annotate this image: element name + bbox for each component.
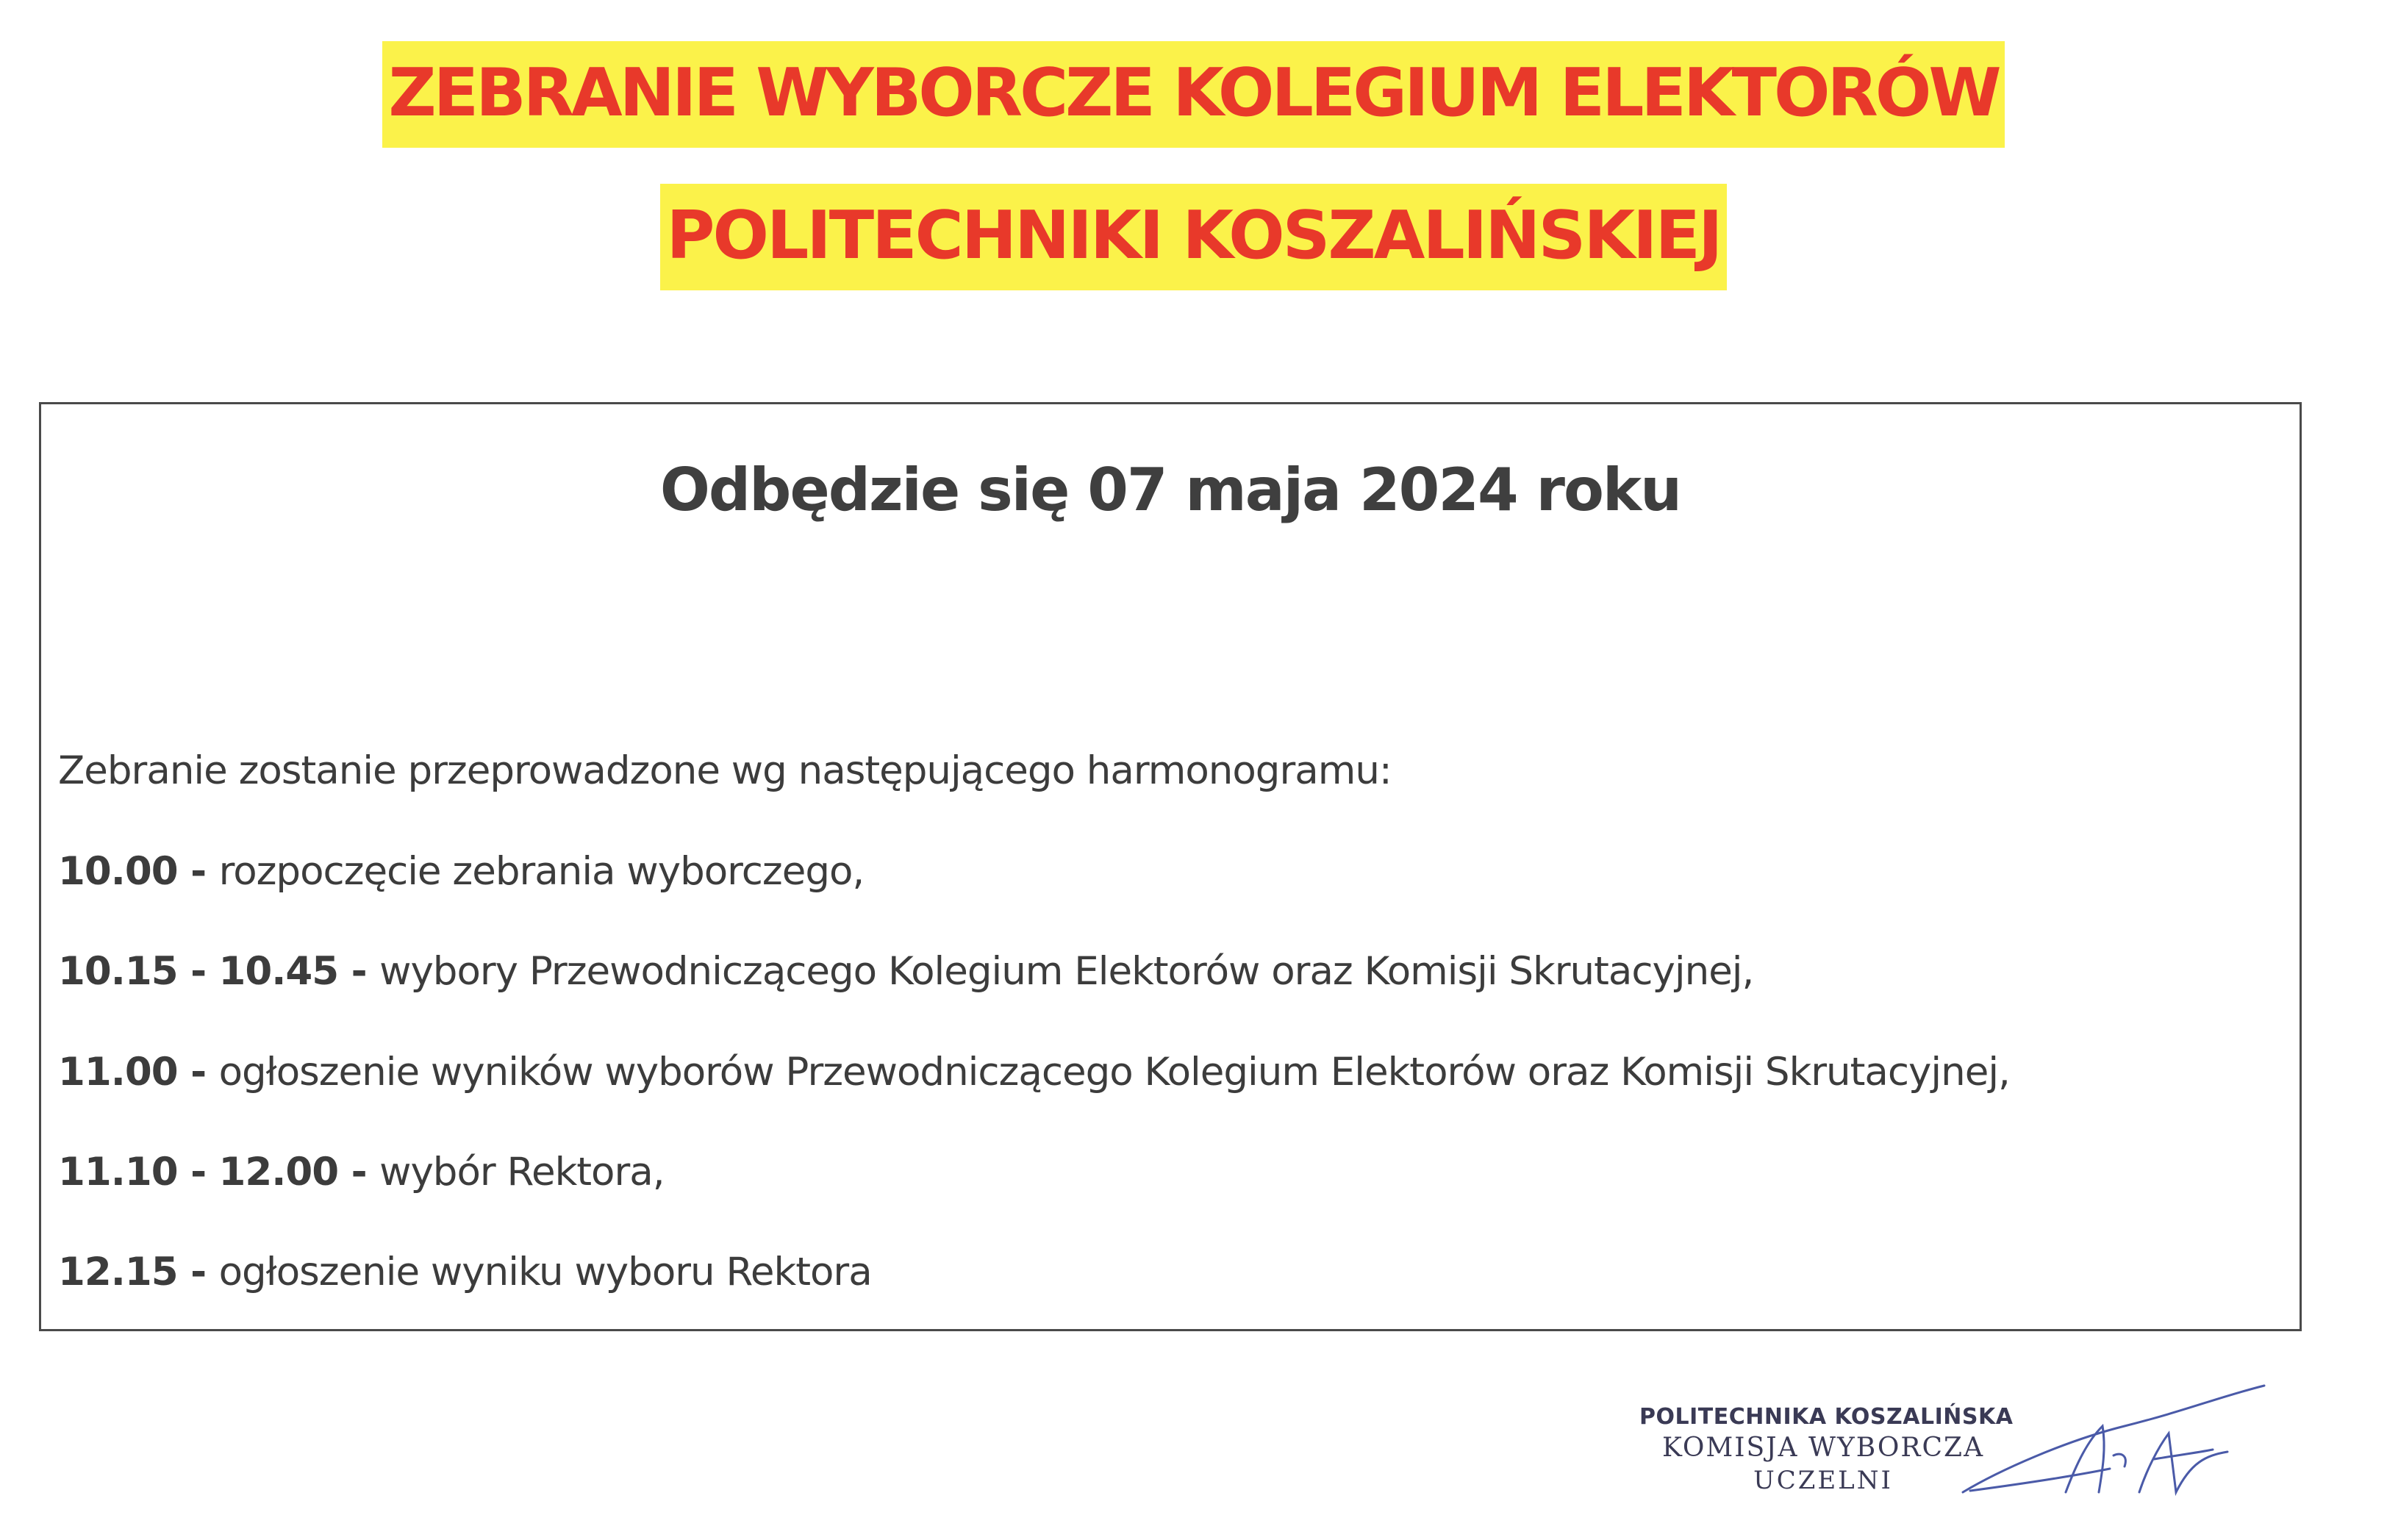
page-title-line-1 (0, 54, 2387, 132)
schedule-item (58, 849, 865, 894)
stamp-line-commission: KOMISJA WYBORCZA (1661, 1433, 1985, 1463)
handwritten-signature (1955, 1382, 2279, 1514)
schedule-time: 12.15 (58, 1250, 178, 1294)
schedule-time: 10.15 - 10.45 (58, 949, 339, 994)
stamp-line-uczelni: UCZELNI (1753, 1466, 1893, 1495)
schedule-time: 11.10 - 12.00 (58, 1150, 339, 1195)
announcement-box (39, 402, 2302, 1331)
schedule-separator: - (338, 1150, 380, 1195)
schedule-description: rozpoczęcie zebrania wyborczego, (218, 849, 865, 894)
schedule-item (58, 949, 1754, 994)
schedule-time: 11.00 (58, 1050, 178, 1095)
schedule-description: ogłoszenie wyniku wyboru Rektora (218, 1250, 872, 1294)
schedule-description: ogłoszenie wyników wyborów Przewodniczącego Kolegium Elektorów oraz Komisji Skrutacyjnej, (218, 1050, 2010, 1095)
page-title-line-2-text: POLITECHNIKI KOSZALIŃSKIEJ (660, 184, 1726, 290)
schedule-separator: - (338, 949, 380, 994)
stamp-line-university: POLITECHNIKA KOSZALIŃSKA (1639, 1404, 2014, 1430)
schedule-intro: Zebranie zostanie przeprowadzone wg następującego harmonogramu: (58, 748, 1392, 793)
schedule-item (58, 1150, 665, 1195)
page-title-line-1-text: ZEBRANIE WYBORCZE KOLEGIUM ELEKTORÓW (382, 41, 2004, 148)
schedule-separator: - (177, 1050, 219, 1095)
schedule-item (58, 1250, 872, 1294)
commission-stamp (1639, 1404, 2014, 1495)
schedule-description: wybory Przewodniczącego Kolegium Elektorów oraz Komisji Skrutacyjnej, (379, 949, 1754, 994)
schedule-time: 10.00 (58, 849, 178, 894)
schedule-description: wybór Rektora, (379, 1150, 665, 1195)
schedule-separator: - (177, 1250, 219, 1294)
date-heading: Odbędzie się 07 maja 2024 roku (659, 456, 1681, 524)
schedule-separator: - (177, 849, 219, 894)
page-title-line-2 (0, 197, 2387, 274)
schedule-item (58, 1050, 2010, 1095)
